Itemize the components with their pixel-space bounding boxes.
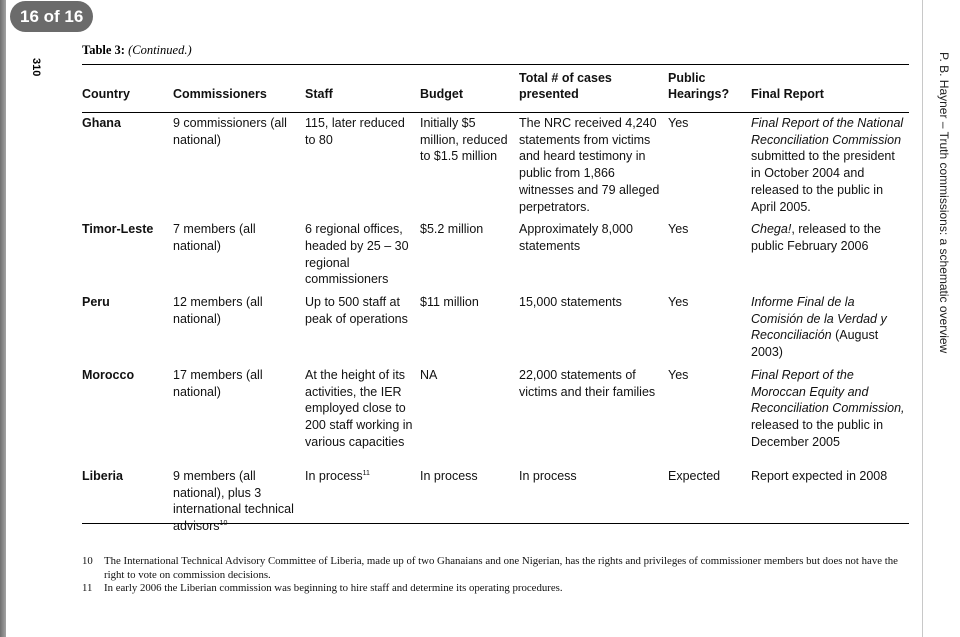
cell-cases: The NRC received 4,240 statements from victims and heard testimony in public from 1,866 witnesses and 79 alleged perpetrators. (519, 116, 660, 214)
margin-divider (922, 0, 923, 637)
table-row-peru (82, 288, 909, 361)
report-detail: submitted to the president in October 2004 and released to the public in April 2005. (751, 149, 895, 214)
cell-commissioners (173, 462, 305, 535)
cell-hearings: Yes (668, 367, 689, 382)
header-hearings: Public Hearings? (668, 70, 730, 102)
cell-budget: Initially $5 million, reduced to $1.5 million (420, 116, 508, 164)
cell-staff: 115, later reduced to 80 (305, 116, 405, 147)
cell-commissioners: 17 members (all national) (173, 367, 263, 399)
cell-cases: 15,000 statements (519, 295, 622, 310)
report-title: Informe Final de la Comisión de la Verdad y Reconciliación (751, 295, 887, 343)
cell-final-report (751, 361, 909, 462)
page-number: 310 (30, 58, 42, 77)
cell-cases: 22,000 statements of victims and their families (519, 367, 656, 399)
report-detail: released to the public in December 2005 (751, 417, 884, 449)
cell-budget: NA (420, 367, 438, 382)
running-head: P. B. Hayner – Truth commissions: a schematic overview (937, 52, 951, 354)
cell-country: Liberia (82, 468, 123, 483)
cell-staff: At the height of its activities, the IER employed close to 200 staff working in various capacities (305, 367, 413, 449)
cell-commissioners: 12 members (all national) (173, 295, 263, 326)
cell-commissioners: 7 members (all national) (173, 222, 256, 253)
cell-staff (305, 462, 420, 535)
cell-final-report (751, 462, 909, 535)
footnote-number: 10 (82, 555, 93, 567)
commissions-table (82, 69, 909, 535)
header-cases: Total # of cases presented (519, 70, 612, 102)
table-label: Table 3: (82, 43, 125, 57)
table-continued: (Continued.) (128, 43, 192, 57)
report-title: Final Report of the National Reconciliation Commission (751, 116, 904, 147)
cell-hearings: Yes (668, 222, 689, 237)
cell-staff: 6 regional offices, headed by 25 – 30 regional commissioners (305, 222, 409, 287)
header-staff: Staff (305, 87, 333, 102)
cell-hearings: Expected (668, 468, 721, 483)
header-country: Country (82, 87, 130, 102)
footnote-ref-11: 11 (362, 469, 370, 477)
cell-budget: $5.2 million (420, 222, 484, 237)
cell-commissioners: 9 commissioners (all national) (173, 116, 287, 147)
table-row-timor-leste (82, 215, 909, 288)
staff-text: In process (305, 468, 363, 483)
report-detail: Report expected in 2008 (751, 468, 888, 483)
footnote-number: 11 (82, 582, 93, 594)
header-budget: Budget (420, 87, 464, 102)
cell-final-report (751, 288, 909, 361)
cell-cases: In process (519, 468, 577, 483)
cell-country: Timor-Leste (82, 222, 154, 237)
cell-hearings: Yes (668, 116, 689, 130)
table-row-morocco (82, 361, 909, 462)
table-row-ghana (82, 108, 909, 215)
cell-hearings: Yes (668, 295, 689, 310)
header-commissioners: Commissioners (173, 87, 267, 102)
cell-cases: Approximately 8,000 statements (519, 222, 633, 253)
footnote-text: The International Technical Advisory Committee of Liberia, made up of two Ghanaians and one Nigerian, has the rights and privileges of commissioner members but does not have the right to vote on commission decisions. (104, 555, 898, 581)
report-detail: , released to the public February 2006 (751, 222, 881, 253)
footnote-ref-10: 10 (219, 519, 228, 527)
cell-final-report (751, 108, 909, 215)
cell-staff: Up to 500 staff at peak of operations (305, 295, 408, 326)
cell-budget: In process (420, 468, 478, 483)
report-detail: (August 2003) (751, 328, 879, 360)
cell-country: Peru (82, 295, 110, 310)
table-caption (82, 43, 192, 58)
cell-country: Ghana (82, 116, 121, 130)
cell-country: Morocco (82, 367, 135, 382)
table-row-liberia (82, 462, 909, 535)
commissioners-text: 9 members (all national), plus 3 international technical advisors (173, 468, 294, 533)
header-final-report: Final Report (751, 87, 824, 102)
page-indicator: 16 of 16 (10, 1, 93, 32)
footnote-text: In early 2006 the Liberian commission was beginning to hire staff and determine its operating procedures. (104, 582, 563, 594)
footnote (82, 555, 912, 582)
table-header-row (82, 69, 909, 108)
report-title: Chega! (751, 222, 792, 237)
footnote (82, 582, 912, 596)
cell-final-report (751, 215, 909, 288)
report-title: Final Report of the Moroccan Equity and Reconciliation Commission, (751, 367, 905, 416)
document-page (6, 0, 960, 637)
footnotes (82, 555, 912, 596)
cell-budget: $11 million (420, 295, 479, 310)
table-top-rule (82, 64, 909, 65)
